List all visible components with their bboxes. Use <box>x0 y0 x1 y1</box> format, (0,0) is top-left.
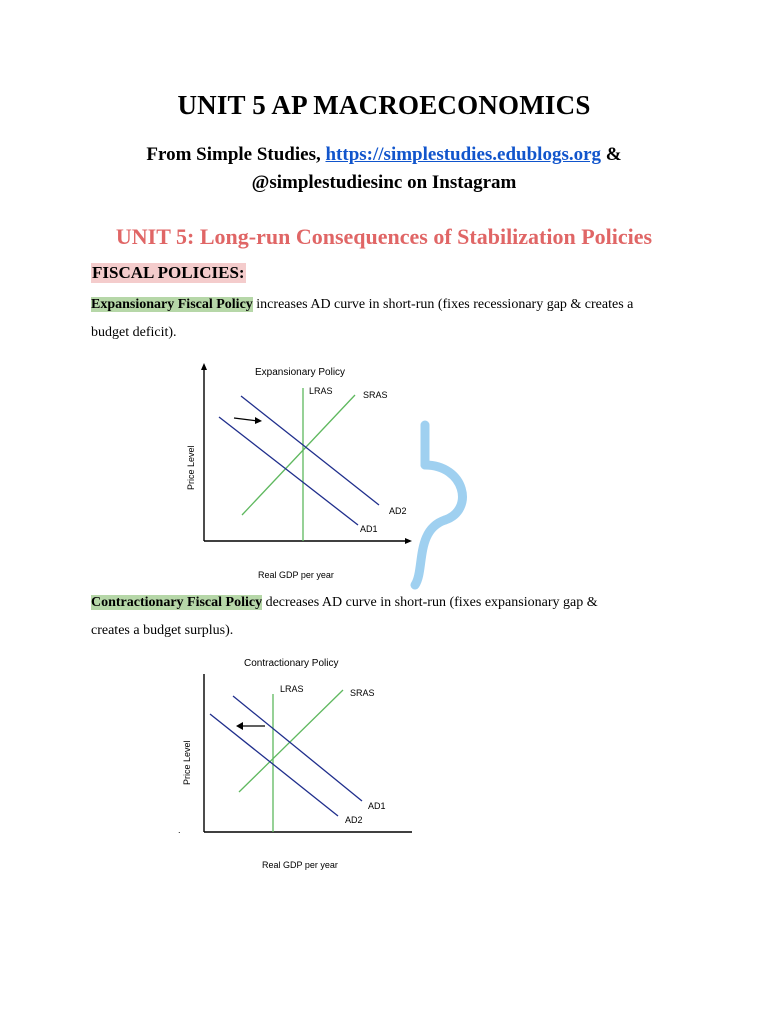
expansionary-text-1: increases AD curve in short-run (fixes recessionary gap & creates a <box>252 297 634 312</box>
chart-2-ad1-label: AD1 <box>368 801 386 811</box>
chart-2-title: Contractionary Policy <box>244 658 339 669</box>
contractionary-term: Contractionary Fiscal Policy <box>91 595 263 610</box>
source-prefix: From Simple Studies, <box>146 144 326 165</box>
chart-2-sras-label: SRAS <box>350 688 375 698</box>
chart-2-ad2-label: AD2 <box>345 815 363 825</box>
chart-1-sras-label: SRAS <box>363 390 388 400</box>
chart-1-ad1-label: AD1 <box>360 524 378 534</box>
expansionary-text-2: budget deficit). <box>91 325 177 340</box>
chart-1-sras-line <box>242 395 355 515</box>
chart-1-shift-arrowhead <box>255 417 262 424</box>
source-line-1 <box>0 144 768 166</box>
chart-1-ad2-label: AD2 <box>389 506 407 516</box>
chart-1-ylabel: Price Level <box>186 445 196 490</box>
chart-1-x-arrowhead <box>405 538 412 544</box>
contractionary-paragraph <box>91 589 691 645</box>
source-suffix: & <box>601 144 622 165</box>
source-line-2: @simplestudiesinc on Instagram <box>251 172 517 193</box>
chart-1-lras-label: LRAS <box>309 386 333 396</box>
document-title: UNIT 5 AP MACROECONOMICS <box>177 90 591 120</box>
chart-2-lras-label: LRAS <box>280 684 304 694</box>
source-link[interactable]: https://simplestudies.edublogs.org <box>325 144 602 165</box>
chart-1-title: Expansionary Policy <box>255 367 346 378</box>
expansionary-chart <box>170 355 430 585</box>
chart-2-sras-line <box>239 690 343 792</box>
section-heading: FISCAL POLICIES: <box>92 263 245 282</box>
chart-1-shift-arrow <box>234 418 258 421</box>
chart-2-ylabel: Price Level <box>182 740 192 785</box>
expansionary-paragraph <box>91 291 691 347</box>
contractionary-chart <box>170 650 430 880</box>
chart-1-xlabel: Real GDP per year <box>258 570 334 580</box>
unit-heading: UNIT 5: Long-run Consequences of Stabilization Policies <box>115 224 653 249</box>
chart-1-y-arrowhead <box>201 363 207 370</box>
expansionary-term: Expansionary Fiscal Policy <box>91 297 253 312</box>
chart-2-origin-mark: . <box>178 825 181 835</box>
contractionary-text-1: decreases AD curve in short-run (fixes expansionary gap & <box>262 595 598 610</box>
chart-2-shift-arrowhead <box>236 722 243 730</box>
chart-2-xlabel: Real GDP per year <box>262 860 338 870</box>
contractionary-text-2: creates a budget surplus). <box>91 623 234 638</box>
